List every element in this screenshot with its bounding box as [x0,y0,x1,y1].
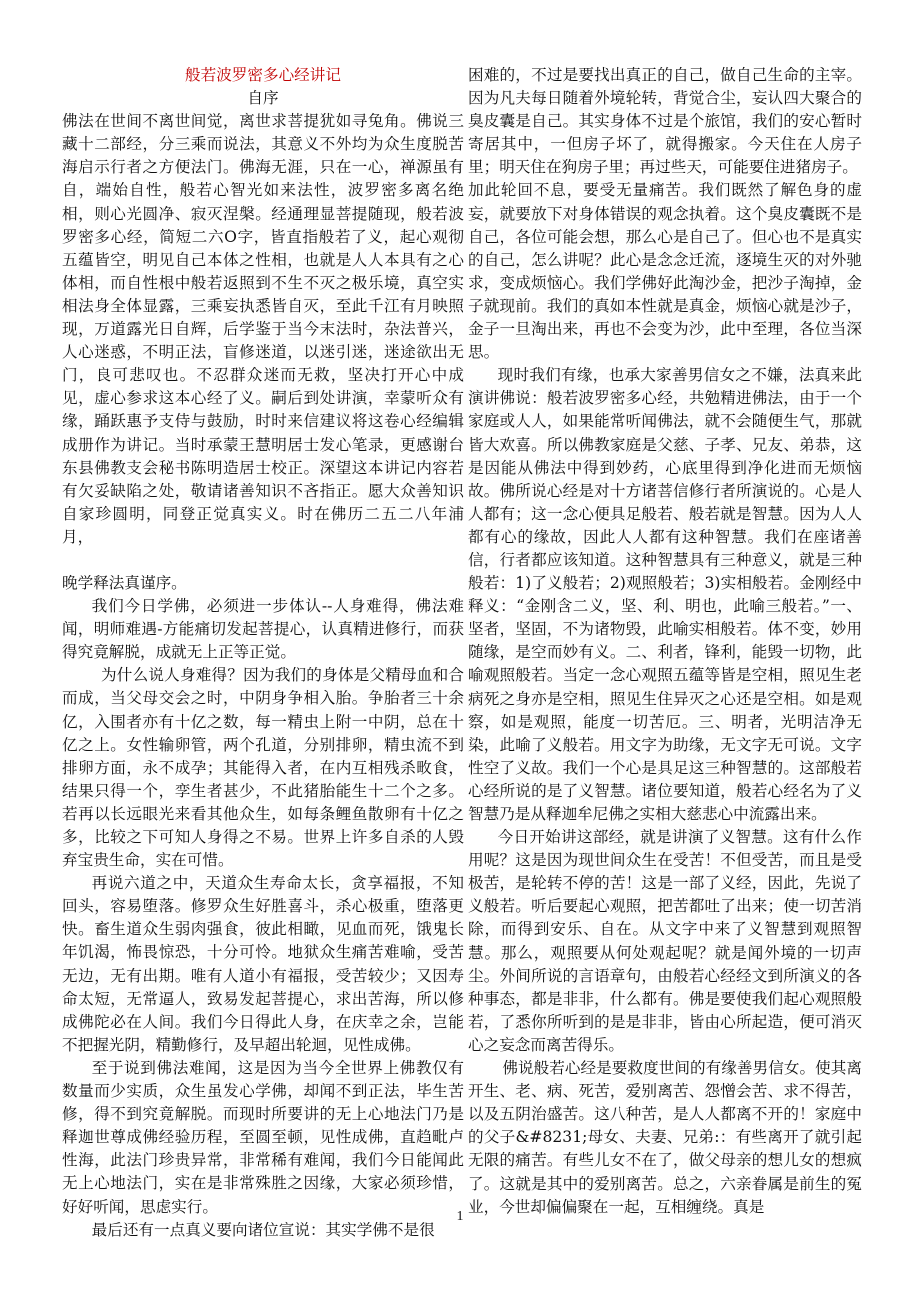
right-column-body [468,64,862,1219]
preface-heading: 自序 [247,89,279,108]
paragraph: 困难的，不过是要找出真正的自己，做自己生命的主宰。因为凡夫每日随着外境轮转，背觉合尘，妄认四大聚合的臭皮囊是自己。其实身体不过是个旅馆，我们的安心暂时寄居其中，一但房子坏了，就得搬家。今天住在人房子里；明天住在狗房子里；再过些天，可能要住进猪房子。 [468,66,862,177]
paragraph: 最后还有一点真义要向诸位宣说：其实学佛不是很 [91,1220,435,1239]
page-number: 1 [456,1209,464,1224]
left-column-body [62,110,464,1242]
blank-line [62,549,464,572]
paragraph: 为什么说人身难得？因为我们的身体是父精母血和合而成，当父母交会之时，中阴身争相入胎。争胎者三十余亿，入围者亦有十亿之数，每一精虫上附一中阴，总在十亿之上。女性输卵管，两个孔道，分别排卵，精虫流不到排卵方面，永不成孕；其能得入者，在内互相残杀畋食，结果只得一个，孪生者甚少，不此猪胎能生十二个之多。若再以长远眼光来看其他众生，如每条鲤鱼散卵有十亿之多，比较之下可知人身得之不易。世界上许多自杀的人毁弃宝贵生命，实在可惜。 [62,666,464,870]
paragraph: 再说六道之中，天道众生寿命太长，贪享福报，不知回头，容易堕落。修罗众生好胜喜斗，杀心极重，堕落更快。畜生道众生弱肉强食，彼此相瞰，见血而死，饿鬼长年饥渴，怖畏惊恐，十分可怜。地狱众生痛苦难喻，受苦无边，无有出期。唯有人道小有福报，受苦较少；又因寿命太短，无常逼人，致易发起菩提心，求出苦海，所以修成佛陀必在人间。我们今日得此人身，在庆幸之余，岂能不把握光阴，精勤修行，及早超出轮迴，见性成佛。 [62,874,464,1054]
document-title: 般若波罗密多心经讲记 [185,66,341,84]
left-column [62,64,464,1242]
paragraph: 我们今日学佛，必须进一步体认--人身难得，佛法难闻，明师难遇-方能痛切发起菩提心，认真精进修行，而获得究竟解脱，成就无上正等正觉。 [62,597,464,662]
paragraph: 现时我们有缘，也承大家善男信女之不嫌，法真来此演讲佛说：般若波罗密多心经，共勉精进佛法，由于一个家庭或人人，如果能常听闻佛法，就不会随便生气，那就皆大欢喜。所以佛教家庭是父慈、子孝、兄友、弟恭，这是因能从佛法中得到妙药，心底里得到净化进而无烦恼故。佛所说心经是对十方诸菩信修行者所演说的。心是人人都有；这一念心便具足般若、般若就是智慧。因为人人都有心的缘故，因此人人都有这种智慧。我们在座诸善信，行者都应该知道。这种智慧具有三种意义，就是三种般若：1)了义般若；2)观照般若；3)实相般若。金刚经中释义：“金刚含二义，坚、利、明也，此喻三般若。”一、坚者，坚固，不为诸物毁，此喻实相般若。体不变，妙用随缘，是空而妙有义。二、利者，锋利，能毁一切物，此喻观照般若。当定一念心观照五蕴等皆是空相，照见生老病死之身亦是空相，照见生住异灭之心还是空相。如是观察，如是观照，能度一切苦厄。三、明者，光明洁净无染，此喻了义般若。用文字为助缘，无文字无可说。文字性空了义故。我们一个心是具足这三种智慧的。这部般若心经所说的是了义智慧。诸位要知道，般若心经名为了义智慧乃是从释迦牟尼佛之实相大慈悲心中流露出来。 [468,366,862,823]
right-column [468,64,862,1219]
paragraph: 加此轮回不息，要受无量痛苦。我们既然了解色身的虚妄，就要放下对身体错误的观念执着。这个臭皮囊既不是自己，各位可能会想，那么心是自己了。但心也不是真实的自己，怎么讲呢？此心是念念迁流，逐境生灭的对外驰求，变成烦恼心。我们学佛好此淘沙金，把沙子淘掉，金子就现前。我们的真如本性就是真金，烦恼心就是沙子，金子一旦淘出来，再也不会变为沙，此中至理，各位当深思。 [468,181,862,362]
paragraph: 至于说到佛法难闻，这是因为当今全世界上佛教仅有数量而少实质，众生虽发心学佛，却闻不到正法，毕生苦修，得不到究竟解脱。而现时所要讲的无上心地法门乃是释迦世尊成佛经验历程，至圆至顿，见性成佛，直趋毗卢性海，此法门珍贵异常，非常稀有难闻，我们今日能闻此无上心地法门，实在是非常殊胜之因缘，大家必须珍惜，好好听闻，思虑实行。 [62,1058,464,1216]
paragraph: 今日开始讲这部经，就是讲演了义智慧。这有什么作用呢？这是因为现世间众生在受苦！不但受苦，而且是受极苦，是轮转不停的苦！这是一部了义经，因此，先说了义般若。听后要起心观照，把苦都吐了出来；使一切苦消除，而得到安乐、自在。从文字中来了义智慧到观照智慧。那么，观照要从何处观起呢？就是闻外境的一切声尘。外间所说的言语章句，由般若心经经文到所演义的各种事态，都是非非，什么都有。佛是要使我们起心观照般若，了悉你所听到的是是非非，皆由心所起造，便可消灭心之妄念而离苦得乐。 [468,828,862,1054]
paragraph: 佛法在世间不离世间觉，离世求菩提犹如寻兔角。佛说三藏十二部经，分三乘而说法，其意义不外均为众生度脱苦海启示行者之方便法门。佛海无涯，只在一心，禅源虽有自，端始自性，般若心智光如来法性，波罗密多离名绝相，则心光圆净、寂灭涅槃。经通理显菩提随现，般若波罗密多心经，简短二六O字，皆直指般若了义，起心观彻五蕴皆空，明见自己本体之性相，也就是人人本具有之心体相，而自性根中般若返照到不生不灭之极乐境，真空实相法身全体显露，三乘妄执悉皆自灭，至此千江有月映照现，万道露光日自辉，后学鉴于当今末法时，杂法普兴，人心迷惑，不明正法，盲修迷道，以迷引迷，迷途欲出无门，良可悲叹也。不忍群众迷而无救，坚决打开心中成见，虚心参求这本心经了义。嗣后到处讲演，幸蒙听众有缘，踊跃惠予支侍与鼓励，时时来信建议将这卷心经编辑成册作为讲记。当时承蒙王慧明居士发心笔录，更感谢台东县佛教支会秘书陈明造居士校正。深望这本讲记内容若有欠妥缺陷之处，敬请诸善知识不吝指正。愿大众善知识自家珍圆明，同登正觉真实义。时在佛历二五二八年浦月， [62,112,464,546]
paragraph: 晚学释法真谨序。 [62,573,187,592]
paragraph: 佛说般若心经是要救度世间的有缘善男信女。使其离开生、老、病、死苦，爱别离苦、怨憎会苦、求不得苦，以及五阴治盛苦。这八种苦，是人人都离不开的！家庭中的父子&#8231;母女、夫妻、兄弟:：有些离开了就引起无限的痛苦。有些儿女不在了，做父母亲的想儿女的想疯了。这就是其中的爱别离苦。总之，六亲眷属是前生的冤业，今世却偏偏聚在一起，互相缠绕。真是 [468,1059,862,1216]
